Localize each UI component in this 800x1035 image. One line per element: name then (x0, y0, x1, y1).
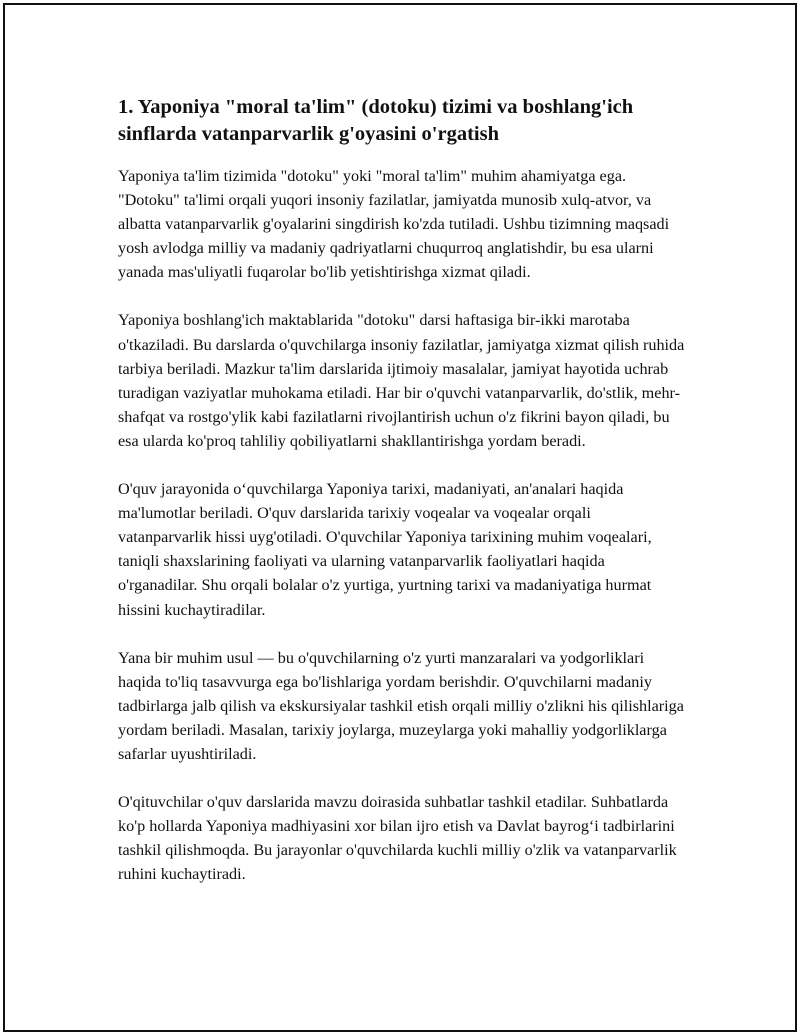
document-body (118, 94, 688, 910)
paragraph-3: O'quv jarayonida o‘quvchilarga Yaponiya tarixi, madaniyati, an'analari haqida ma'lumotlar beriladi. O'quv darslarida tarixiy voqealar va voqealar orqali vatanparvarlik hissi uyg'otiladi. O'quvchilar Yaponiya tarixining muhim voqealari, taniqli shaxslarining faoliyati va ularning vatanparvarlik faoliyatlari haqida o'rganadilar. Shu orqali bolalar o'z yurtiga, yurtning tarixi va madaniyatiga hurmat hissini kuchaytiradilar. (118, 480, 652, 619)
paragraph-2: Yaponiya boshlang'ich maktablarida "dotoku" darsi haftasiga bir-ikki marotaba o'tkaziladi. Bu darslarda o'quvchilarga insoniy fazilatlar, jamiyatga xizmat qilish ruhida tarbiya beriladi. Mazkur ta'lim darslarida ijtimoiy masalalar, jamiyat hayotida uchrab turadigan vaziyatlar muhokama etiladi. Har bir o'quvchi vatanparvarlik, do'stlik, mehr-shafqat va rostgo'ylik kabi fazilatlarni rivojlantirish uchun o'z fikrini bayon qiladi, bu esa ularda ko'proq tahliliy qobiliyatlarni shakllantirishga yordam beradi. (118, 311, 685, 450)
paragraph-4: Yana bir muhim usul — bu o'quvchilarning o'z yurti manzaralari va yodgorliklari haqida to'liq tasavvurga ega bo'lishlariga yordam berishdir. O'quvchilarni madaniy tadbirlarga jalb qilish va ekskursiyalar tashkil etish orqali milliy o'zlikni his qilishlariga yordam beriladi. Masalan, tarixiy joylarga, muzeylarga yoki mahalliy yodgorliklarga safarlar uyushtiriladi. (118, 648, 684, 763)
section-heading: 1. Yaponiya "moral ta'lim" (dotoku) tizimi va boshlang'ich sinflarda vatanparvarlik g'oyasini o'rgatish (118, 96, 634, 145)
paragraph-1: Yaponiya ta'lim tizimida "dotoku" yoki "moral ta'lim" muhim ahamiyatga ega. "Dotoku" ta'limi orqali yuqori insoniy fazilatlar, jamiyatda munosib xulq-atvor, va albatta vatanparvarlik g'oyalarini singdirish ko'zda tutiladi. Ushbu tizimning maqsadi yosh avlodga milliy va madaniy qadriyatlarni chuqurroq anglatishdir, bu esa ularni yanada mas'uliyatli fuqarolar bo'lib yetishtirishga xizmat qiladi. (118, 167, 670, 282)
paragraph-5: O'qituvchilar o'quv darslarida mavzu doirasida suhbatlar tashkil etadilar. Suhbatlarda ko'p hollarda Yaponiya madhiyasini xor bilan ijro etish va Davlat bayrog‘i tadbirlarini tashkil qilishmoqda. Bu jarayonlar o'quvchilarda kuchli milliy o'zlik va vatanparvarlik ruhini kuchaytiradi. (118, 793, 677, 884)
